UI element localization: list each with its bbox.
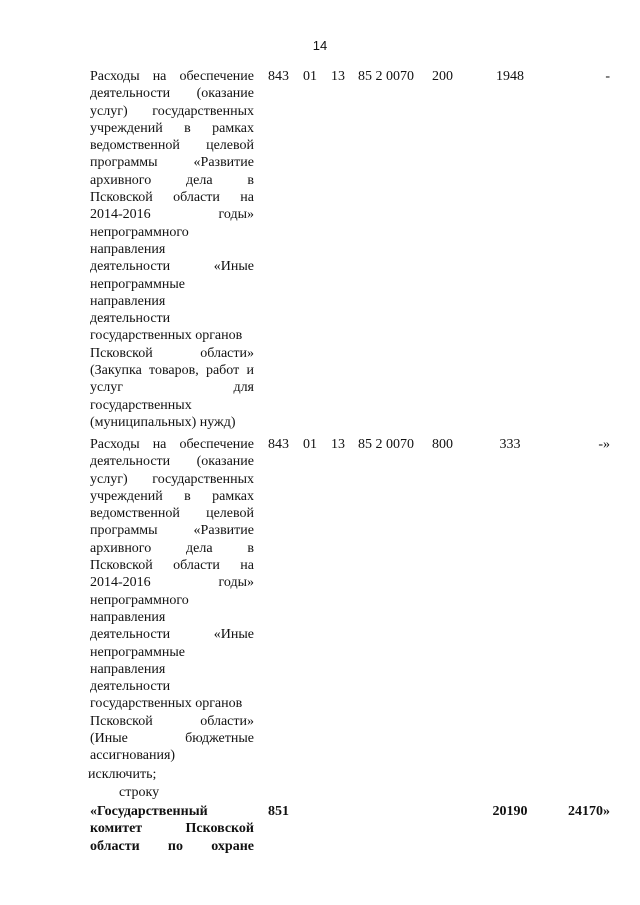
description-line: Псковской области на <box>90 190 254 206</box>
description-line: (Иные бюджетные <box>90 731 254 747</box>
amount-2015: 333 <box>499 437 521 452</box>
description-line: ассигнования) <box>90 748 176 764</box>
section-code: 01 <box>303 69 317 84</box>
description-line: ведомственной целевой <box>90 506 254 522</box>
instruction-row: строку <box>119 785 160 800</box>
description-line: учреждений в рамках <box>90 488 254 504</box>
row-description <box>90 436 254 765</box>
description-line: государственных органов <box>90 696 243 712</box>
description-line: архивного дела в <box>90 540 254 556</box>
description-line: Псковской области на <box>90 558 254 574</box>
description-line: 2014-2016 годы» <box>90 207 254 223</box>
description-line: непрограммные <box>90 276 185 292</box>
subsection-code: 13 <box>331 437 345 452</box>
description-line: деятельности <box>90 311 171 327</box>
description-line: Расходы на обеспечение <box>90 437 254 452</box>
description-line: услуг) государственных <box>90 471 254 487</box>
ved-code: 843 <box>268 69 289 84</box>
row-description <box>90 803 254 855</box>
page-number: 14 <box>312 38 328 53</box>
amount-2015: 20190 <box>492 804 528 819</box>
amount-2016: -» <box>598 437 610 452</box>
description-line: Псковской области» <box>90 345 254 361</box>
description-line: Расходы на обеспечение <box>90 69 254 84</box>
description-line: архивного дела в <box>90 172 254 188</box>
instruction-exclude: исключить; <box>88 767 157 782</box>
amount-2016: 24170» <box>568 804 610 819</box>
description-line: услуг для <box>90 380 254 396</box>
description-line: непрограммного <box>90 592 189 608</box>
description-line: направления <box>90 609 166 625</box>
row-description <box>90 68 254 431</box>
description-line: программы «Развитие <box>90 523 254 539</box>
description-line: направления <box>90 661 166 677</box>
amount-2016: - <box>605 69 610 84</box>
description-line: комитет Псковской <box>90 821 254 837</box>
description-line: услуг) государственных <box>90 103 254 119</box>
expense-type-code: 800 <box>432 437 453 452</box>
description-line: непрограммные <box>90 644 185 660</box>
description-line: направления <box>90 293 166 309</box>
target-article-code: 85 2 0070 <box>358 69 414 84</box>
description-line: деятельности «Иные <box>90 259 254 275</box>
subsection-code: 13 <box>331 69 345 84</box>
description-line: (Закупка товаров, работ и <box>90 363 254 379</box>
description-line: 2014-2016 годы» <box>90 575 254 591</box>
description-line: направления <box>90 241 166 257</box>
description-line: Псковской области» <box>90 713 254 729</box>
description-line: деятельности (оказание <box>90 86 254 102</box>
description-line: (муниципальных) нужд) <box>90 414 236 430</box>
target-article-code: 85 2 0070 <box>358 437 414 452</box>
ved-code: 851 <box>268 804 289 819</box>
ved-code: 843 <box>268 437 289 452</box>
description-line: непрограммного <box>90 224 189 240</box>
section-code: 01 <box>303 437 317 452</box>
expense-type-code: 200 <box>432 69 453 84</box>
description-line: учреждений в рамках <box>90 120 254 136</box>
description-line: государственных <box>90 397 192 413</box>
description-line: деятельности «Иные <box>90 627 254 643</box>
description-line: ведомственной целевой <box>90 138 254 154</box>
description-line: деятельности (оказание <box>90 454 254 470</box>
description-line: области по охране <box>90 838 254 854</box>
description-line: «Государственный <box>90 804 208 819</box>
description-line: государственных органов <box>90 328 243 344</box>
amount-2015: 1948 <box>496 69 524 84</box>
description-line: деятельности <box>90 679 171 695</box>
description-line: программы «Развитие <box>90 155 254 171</box>
